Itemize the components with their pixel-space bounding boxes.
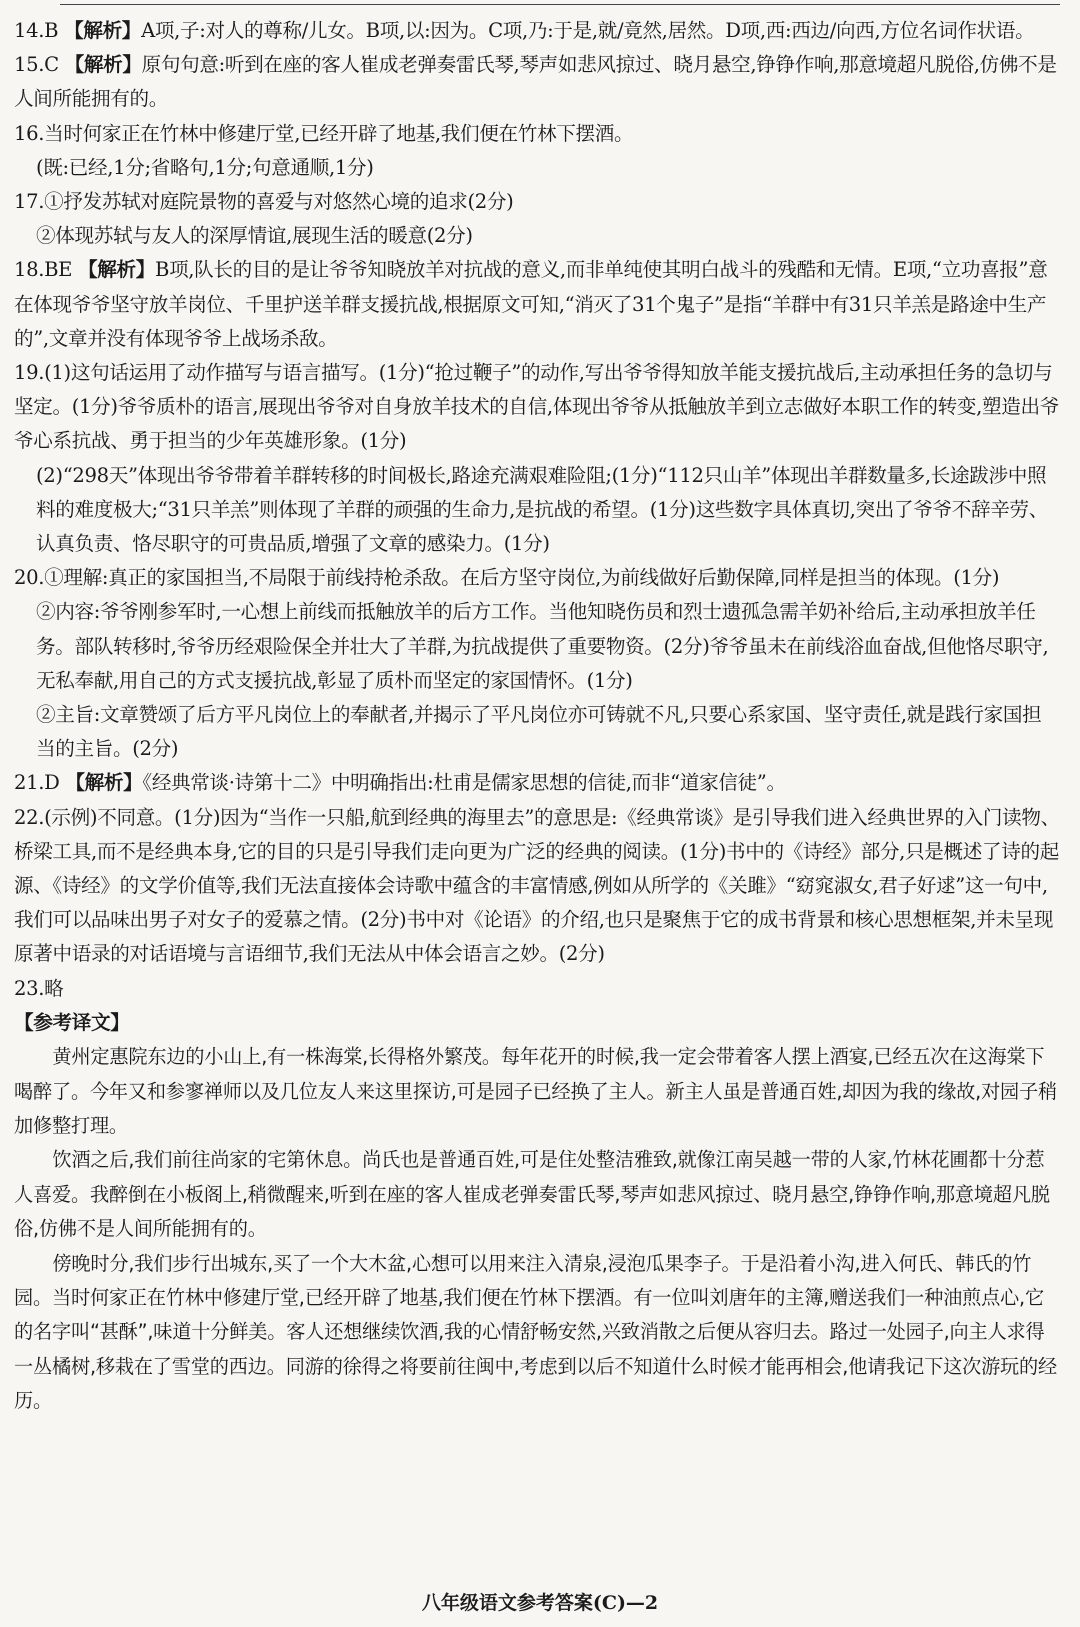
answer-21 (14, 766, 1060, 800)
answer-text: 当时何家正在竹林中修建厅堂,已经开辟了地基,我们便在竹林下摆酒。 (44, 121, 634, 145)
answer-19-part-2: (2)“298天”体现出爷爷带着羊群转移的时间极长,路途充满艰难险阻;(1分)“112只山羊”体现出羊群数量多,长途跋涉中照料的难度极大;“31只羊羔”则体现了羊群的顽强的生命力,是抗战的希望。(1分)这些数字具体真切,突出了爷爷不辞辛劳、认真负责、恪尽职守的可贵品质,增强了文章的感染力。(1分) (36, 463, 1048, 556)
answer-17-point-2: ②体现苏轼与友人的深厚情谊,展现生活的暖意(2分) (36, 224, 473, 248)
analysis-tag: 【解析】 (65, 771, 143, 795)
answer-letter: B (44, 19, 59, 42)
answer-16 (14, 117, 1060, 151)
top-rule (60, 4, 1060, 5)
page-footer: 八年级语文参考答案(C)—2 (421, 1592, 659, 1614)
answer-16-scoring: (既:已经,1分;省略句,1分;句意通顺,1分) (36, 155, 374, 179)
answer-text: 略 (44, 976, 64, 1000)
answer-letter: BE (44, 258, 73, 282)
answer-text: (示例)不同意。(1分)因为“当作一只船,航到经典的海里去”的意思是:《经典常谈》是引导我们进入经典世界的入门读物、桥梁工具,而不是经典本身,它的目的只是引导我们走向更为广泛的经典的阅读。(1分)书中的《诗经》部分,只是概述了诗的起源、《诗经》的文学价值等,我们无法直接体会诗歌中蕴含的丰富情感,例如从所学的《关雎》“窈窕淑女,君子好逑”这一句中,我们可以品味出男子对女子的爱慕之情。(2分)书中对《论语》的介绍,也只是聚焦于它的成书背景和核心思想框架,并未呈现原著中语录的对话语境与言语细节,我们无法从中体会语言之妙。(2分) (14, 805, 1060, 966)
answer-19 (14, 356, 1060, 459)
analysis-text: A项,子:对人的尊称/儿女。B项,以:因为。C项,乃:于是,就/竟然,居然。D项,西:西边/向西,方位名词作状语。 (141, 19, 1035, 42)
item-number: 18. (14, 258, 45, 282)
answer-18 (14, 253, 1060, 356)
translation-paragraph-3: 傍晚时分,我们步行出城东,买了一个大木盆,心想可以用来注入清泉,浸泡瓜果李子。于是沿着小沟,进入何氏、韩氏的竹园。当时何家正在竹林中修建厅堂,已经开辟了地基,我们便在竹林下摆酒。有一位叫刘唐年的主簿,赠送我们一种油煎点心,它的名字叫“甚酥”,味道十分鲜美。客人还想继续饮酒,我的心情舒畅安然,兴致消散之后便从容归去。路过一处园子,向主人求得一丛橘树,移栽在了雪堂的西边。同游的徐得之将要前往闽中,考虑到以后不知道什么时候才能再相会,他请我记下这次游玩的经历。 (14, 1251, 1058, 1413)
answer-15 (14, 48, 1060, 116)
answer-20-content: ②内容:爷爷刚参军时,一心想上前线而抵触放羊的后方工作。当他知晓伤员和烈士遗孤急需羊奶补给后,主动承担放羊任务。部队转移时,爷爷历经艰险保全并壮大了羊群,为抗战提供了重要物资。(2分)爷爷虽未在前线浴血奋战,但他恪尽职守,无私奉献,用自己的方式支援抗战,彰显了质朴而坚定的家国情怀。(1分) (36, 600, 1049, 692)
analysis-text: B项,队长的目的是让爷爷知晓放羊对抗战的意义,而非单纯使其明白战斗的残酷和无情。E项,“立功喜报”意在体现爷爷坚守放羊岗位、千里护送羊群支援抗战,根据原文可知,“消灭了31个鬼子”是指“羊群中有31只羊羔是路途中生产的”,文章并没有体现爷爷上战场杀敌。 (14, 258, 1048, 350)
translation-heading: 【参考译文】 (14, 1010, 130, 1034)
item-number: 14. (14, 19, 45, 42)
answer-17 (14, 185, 1060, 219)
answer-23 (14, 972, 1060, 1006)
answer-list (14, 14, 1060, 1419)
answer-22 (14, 801, 1060, 972)
item-number: 21. (14, 771, 45, 795)
answer-letter: D (44, 771, 60, 795)
answer-text: ①抒发苏轼对庭院景物的喜爱与对悠然心境的追求(2分) (44, 190, 514, 214)
item-number: 19. (14, 361, 45, 385)
analysis-tag: 【解析】 (64, 53, 142, 77)
answer-text: (1)这句话运用了动作描写与语言描写。(1分)“抢过鞭子”的动作,写出爷爷得知放羊能支援抗战后,主动承担任务的急切与坚定。(1分)爷爷质朴的语言,展现出爷爷对自身放羊技术的自信,体现出爷爷从抵触放羊到立志做好本职工作的转变,塑造出爷爷心系抗战、勇于担当的少年英雄形象。(1分) (14, 361, 1060, 453)
analysis-tag: 【解析】 (64, 19, 142, 42)
item-number: 23. (14, 976, 45, 1000)
translation-paragraph-1: 黄州定惠院东边的小山上,有一株海棠,长得格外繁茂。每年花开的时候,我一定会带着客人摆上酒宴,已经五次在这海棠下喝醉了。今年又和参寥禅师以及几位友人来这里探访,可是园子已经换了主人。新主人虽是普通百姓,却因为我的缘故,对园子稍加修整打理。 (14, 1045, 1058, 1137)
item-number: 15. (14, 53, 45, 77)
item-number: 20. (14, 566, 45, 590)
answer-14 (14, 14, 1060, 48)
item-number: 17. (14, 190, 45, 214)
answer-text: ①理解:真正的家国担当,不局限于前线持枪杀敌。在后方坚守岗位,为前线做好后勤保障,同样是担当的体现。(1分) (44, 566, 1000, 590)
analysis-text: 《经典常谈·诗第十二》中明确指出:杜甫是儒家思想的信徒,而非“道家信徒”。 (142, 771, 786, 795)
analysis-text: 原句句意:听到在座的客人崔成老弹奏雷氏琴,琴声如悲风掠过、晓月悬空,铮铮作响,那意境超凡脱俗,仿佛不是人间所能拥有的。 (14, 53, 1057, 111)
answer-20-theme: ②主旨:文章赞颂了后方平凡岗位上的奉献者,并揭示了平凡岗位亦可铸就不凡,只要心系家国、坚守责任,就是践行家国担当的主旨。(2分) (36, 703, 1042, 761)
answer-letter: C (44, 53, 59, 77)
item-number: 16. (14, 121, 45, 145)
item-number: 22. (14, 805, 45, 829)
translation-paragraph-2: 饮酒之后,我们前往尚家的宅第休息。尚氏也是普通百姓,可是住处整洁雅致,就像江南吴越一带的人家,竹林花圃都十分惹人喜爱。我醉倒在小板阁上,稍微醒来,听到在座的客人崔成老弹奏雷氏琴,琴声如悲风掠过、晓月悬空,铮铮作响,那意境超凡脱俗,仿佛不是人间所能拥有的。 (14, 1148, 1050, 1241)
answer-20 (14, 561, 1060, 595)
analysis-tag: 【解析】 (78, 258, 156, 282)
